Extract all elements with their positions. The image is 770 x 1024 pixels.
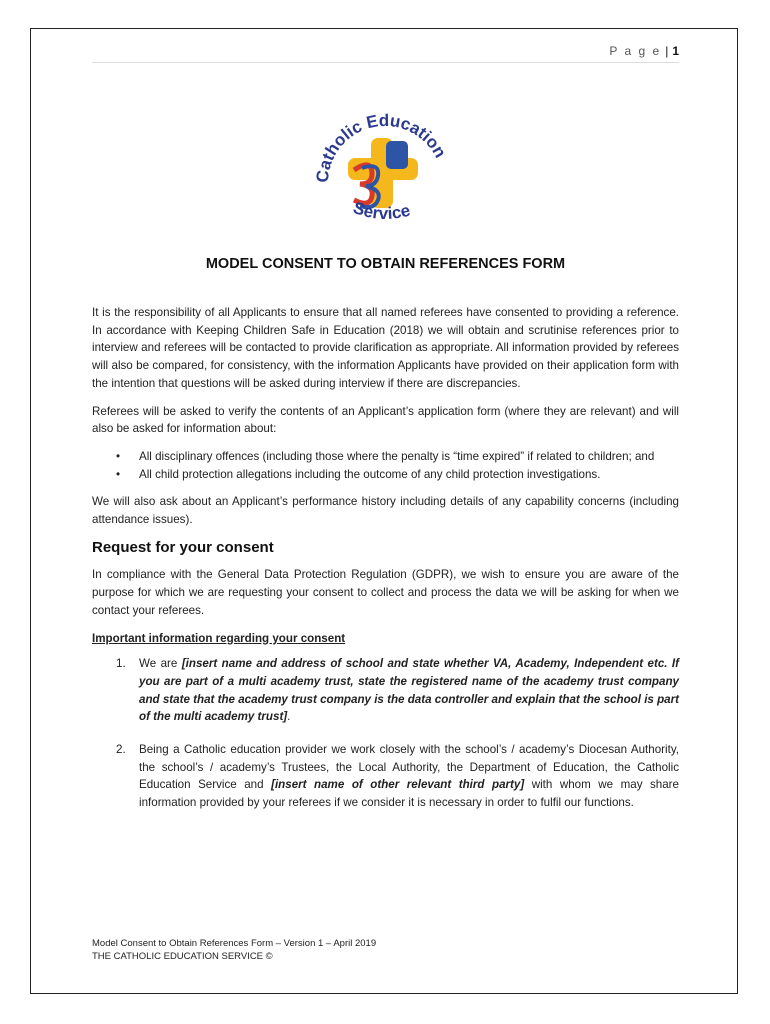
- important-info-heading: Important information regarding your consent: [92, 631, 346, 645]
- item-placeholder: [insert name of other relevant third party]: [271, 778, 525, 792]
- list-item-text: All disciplinary offences (including those where the penalty is “time expired” if related to children; and: [139, 449, 655, 463]
- intro-paragraph-3: We will also ask about an Applicant’s performance history including details of any capability concerns (including attendance issues).: [92, 495, 679, 527]
- item-text-post: .: [287, 710, 291, 724]
- logo-blue-block: [386, 141, 408, 169]
- numbered-item: [92, 741, 679, 812]
- logo-top-textpath: Catholic Education: [312, 110, 450, 184]
- document-body: [92, 304, 679, 827]
- footer-line-1: Model Consent to Obtain References Form – Version 1 – April 2019: [92, 938, 377, 949]
- item-number: 1.: [116, 657, 126, 671]
- item-text-pre: Being a Catholic education provider we work closely with the school’s / academy’s Diocesan Authority, the school’s / academy’s Trustees, the Local Authority, the Department of Education, the Catholic Education Service and: [139, 743, 679, 792]
- catholic-education-service-logo: [310, 108, 460, 233]
- item-number: 2.: [116, 743, 126, 757]
- item-text-pre: We are: [139, 657, 182, 671]
- consent-numbered-list: [92, 655, 679, 812]
- intro-paragraph-1: It is the responsibility of all Applicants to ensure that all named referees have consented to providing a reference. In accordance with Keeping Children Safe in Education (2018) we will obtain and scrutinise references prior to interview and referees will be contacted to provide clarification as appropriate. All information provided by referees will also be compared, for consistency, with the information Applicants have provided on their application form with the intention that questions will be asked during interview if there are discrepancies.: [92, 306, 679, 390]
- logo-bottom-textpath: Service: [350, 198, 413, 224]
- consent-heading: Request for your consent: [92, 538, 274, 556]
- page-header: [92, 44, 679, 63]
- numbered-item: [92, 655, 679, 726]
- page-label: P a g e: [609, 44, 662, 58]
- page-number: 1: [672, 44, 679, 58]
- item-placeholder: [insert name and address of school and state whether VA, Academy, Independent etc. If you are part of a multi academy trust, state the registered name of the academy trust company and state that the academy trust company is the data controller and explain that the school is part of the multi academy trust]: [139, 657, 679, 724]
- item-text-post: with whom we may share information provided by your referees if we consider it is necessary in order to fulfil our functions.: [139, 778, 679, 810]
- referee-info-list: [92, 448, 679, 483]
- list-item-text: All child protection allegations including the outcome of any child protection investigations.: [139, 467, 601, 481]
- list-item: [92, 466, 679, 484]
- document-title: MODEL CONSENT TO OBTAIN REFERENCES FORM: [205, 256, 566, 272]
- bullet-icon: •: [116, 449, 121, 463]
- footer-line-2: THE CATHOLIC EDUCATION SERVICE ©: [92, 951, 273, 962]
- list-item: [92, 448, 679, 466]
- consent-paragraph: In compliance with the General Data Protection Regulation (GDPR), we wish to ensure you are aware of the purpose for which we are requesting your consent to collect and process the data we will be asking for when we contact your referees.: [92, 568, 679, 617]
- intro-paragraph-2: Referees will be asked to verify the contents of an Applicant’s application form (where they are relevant) and will also be asked for information about:: [92, 404, 679, 436]
- page-separator: |: [665, 44, 669, 58]
- bullet-icon: •: [116, 467, 121, 481]
- page-footer: [92, 937, 376, 963]
